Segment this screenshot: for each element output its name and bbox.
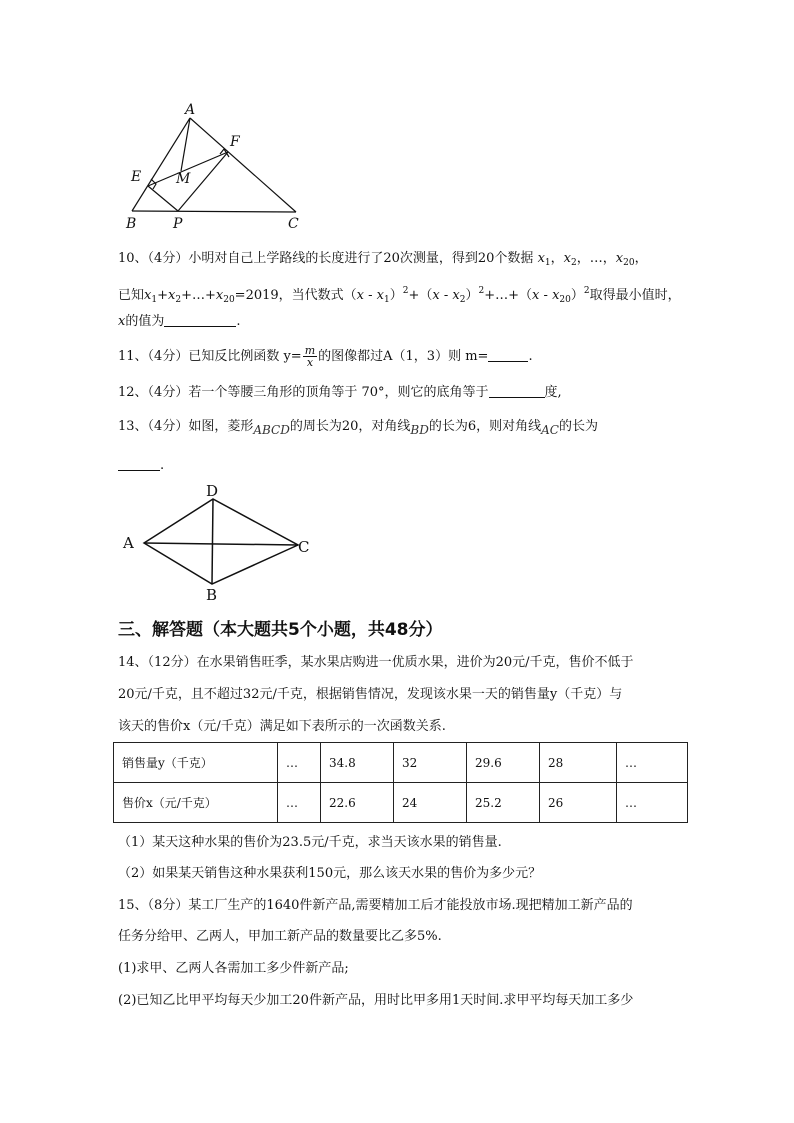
rhombus-outline [144,499,298,584]
diagonal-bd [212,499,213,584]
table-cell: … [278,743,321,783]
q13-line-2: . [118,457,164,475]
q13-line-1: 13、（4分）如图，菱形ABCD的周长为20，对角线BD的长为6，则对角线AC的长为 [118,419,599,437]
segment-pe [148,186,178,211]
label-c: C [288,216,299,232]
q14-line-3: 该天的售价x（元/千克）满足如下表所示的一次函数关系. [118,719,446,734]
q14-subquestion-1: （1）某天这种水果的售价为23.5元/千克，求当天该水果的销售量. [118,835,502,850]
label-m: M [176,171,191,187]
q12-line: 12、（4分）若一个等腰三角形的顶角等于 70°，则它的底角等于 度, [118,385,562,400]
table-cell: 28 [540,743,617,783]
triangle-figure [118,100,318,235]
label-p: P [173,216,183,232]
q11-answer-blank[interactable] [488,348,528,362]
q15-subquestion-2: (2)已知乙比甲平均每天少加工20件新产品，用时比甲多用1天时间.求甲平均每天加工多少 [118,993,634,1008]
table-row [114,783,688,823]
q14-line-2: 20元/千克，且不超过32元/千克，根据销售情况，发现该水果一天的销售量y（千克）与 [118,687,623,702]
sales-table [113,742,688,823]
q11-line: 11、（4分）已知反比例函数 y= $\frac{m}{x}$ 的图像都过A（1，3）则 m= . [118,344,533,369]
section-heading: 三、解答题（本大题共5个小题，共48分） [118,620,443,640]
label-a: A [185,102,196,118]
label-a: A [123,534,134,552]
table-cell: 24 [394,783,467,823]
q13-answer-blank[interactable] [118,457,160,471]
segment-bc [132,211,296,212]
rhombus-figure [118,484,318,604]
table-cell: 25.2 [467,783,540,823]
label-f: F [230,134,240,150]
table-cell: 26 [540,783,617,823]
diagonal-ac [144,543,298,545]
label-e: E [131,169,142,185]
table-row [114,743,688,783]
label-c: C [298,538,310,556]
table-cell: 34.8 [321,743,394,783]
q14-line-1: 14、（12分）在水果销售旺季，某水果店购进一优质水果，进价为20元/千克，售价不低于 [118,655,634,670]
q12-answer-blank[interactable] [489,384,545,398]
table-cell: … [278,783,321,823]
table-cell: 销售量y（千克） [114,743,278,783]
table-cell: 售价x（元/千克） [114,783,278,823]
label-b: B [126,216,137,232]
table-cell: 22.6 [321,783,394,823]
q10-answer-blank[interactable] [164,313,236,327]
q14-subquestion-2: （2）如果某天销售这种水果获利150元，那么该天水果的售价为多少元？ [118,866,542,881]
label-b: B [206,586,218,604]
table-cell: 29.6 [467,743,540,783]
q15-subquestion-1: (1)求甲、乙两人各需加工多少件新产品; [118,961,349,976]
table-cell: 32 [394,743,467,783]
fraction-m-over-x: $\frac{m}{x}$ [304,344,316,369]
table-cell: … [617,743,688,783]
table-cell: … [617,783,688,823]
q10-line-1: 10、（4分）小明对自己上学路线的长度进行了20次测量，得到20个数据 $x_1$，$x_2$，…，$x_{20}$， [118,251,648,268]
q15-line-1: 15、（8分）某工厂生产的1640件新产品,需要精加工后才能投放市场.现把精加工新产品的 [118,898,633,913]
q10-line-3: x的值为 . [118,314,241,329]
q10-line-2: 已知$x_1+x_2+\dots+x_{20}=2019$，当代数式$(x - x_1)^2+(x$ - $x_2)^2+\dots+(x - x_{20})^2$取得最小值时， [118,286,681,305]
q15-line-2: 任务分给甲、乙两人，甲加工新产品的数量要比乙多5%. [118,929,442,944]
label-d: D [206,484,219,500]
segment-ac [190,118,296,212]
